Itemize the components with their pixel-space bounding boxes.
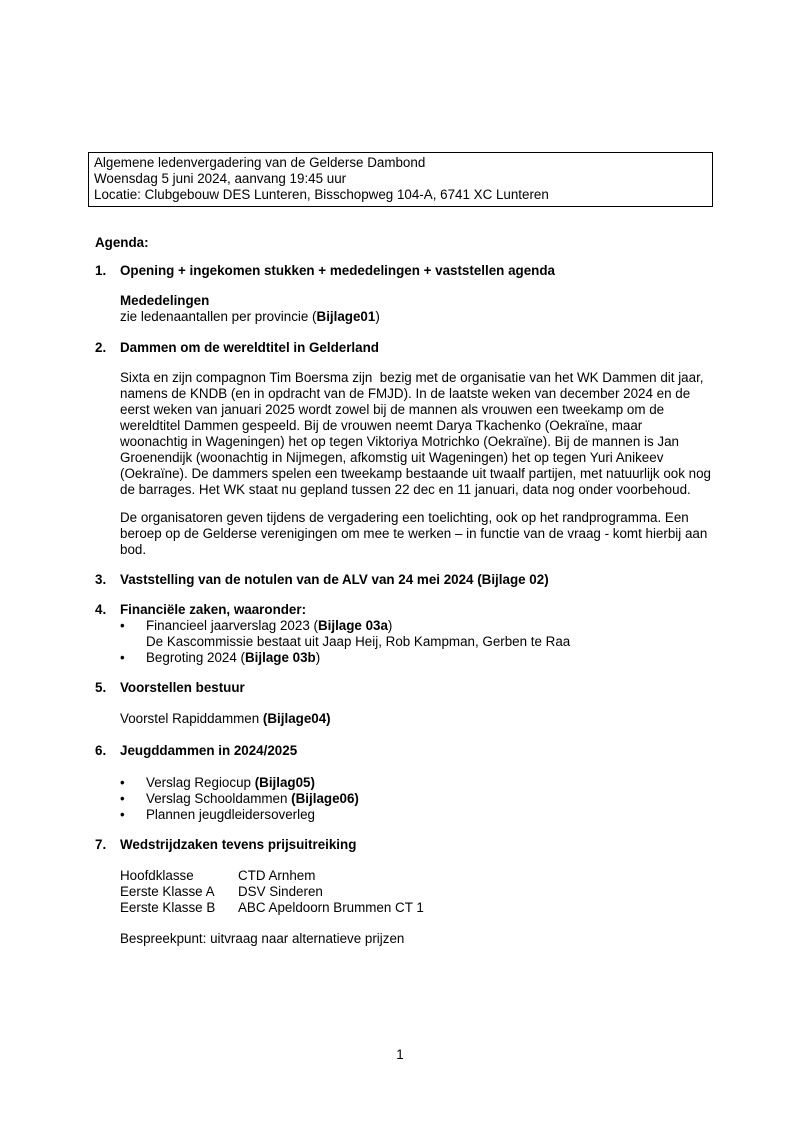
voorstel-rapiddammen-line — [120, 711, 713, 727]
agenda-item-7 — [95, 837, 713, 853]
klasse-winner: ABC Apeldoorn Brummen CT 1 — [238, 900, 424, 915]
bullet-icon: • — [120, 618, 125, 633]
page-number: 1 — [396, 1047, 404, 1062]
agenda-item-2-body — [120, 370, 713, 558]
bijlage03a-ref: Bijlage 03a — [317, 618, 388, 633]
agenda-item-6 — [95, 743, 713, 759]
mededelingen-note-prefix: zie ledenaantallen per provincie ( — [120, 309, 317, 324]
agenda-item-7-number: 7. — [95, 837, 107, 852]
meeting-title: Algemene ledenvergadering van de Gelderse Dambond — [94, 155, 426, 170]
begroting-prefix: Begroting 2024 ( — [146, 650, 246, 665]
bullet-icon: • — [120, 775, 125, 790]
plannen-jeugdleidersoverleg-bullet — [120, 807, 713, 823]
financieel-jaarverslag-bullet — [120, 618, 713, 634]
klasse-winner: CTD Arnhem — [238, 868, 316, 883]
meeting-header-box — [88, 152, 713, 207]
mededelingen-note — [120, 309, 713, 325]
plannen-jeugdleidersoverleg-text: Plannen jeugdleidersoverleg — [146, 807, 315, 822]
financieel-jaarverslag-prefix: Financieel jaarverslag 2023 ( — [146, 618, 318, 633]
verslag-regiocup-prefix: Verslag Regiocup — [146, 775, 255, 790]
agenda-item-1 — [95, 263, 713, 279]
bullet-icon: • — [120, 807, 125, 822]
voorstel-rapiddammen-text: Voorstel Rapiddammen — [120, 711, 263, 726]
verslag-schooldammen-text — [146, 791, 713, 807]
agenda-item-4-number: 4. — [95, 602, 107, 617]
bullet-icon: • — [120, 650, 125, 665]
agenda-item-1-number: 1. — [95, 263, 107, 278]
mededelingen-subheading: Mededelingen — [120, 293, 210, 308]
meeting-location: Locatie: Clubgebouw DES Lunteren, Bisschopweg 104-A, 6741 XC Lunteren — [94, 187, 549, 202]
agenda-item-6-number: 6. — [95, 743, 107, 758]
meeting-datetime: Woensdag 5 juni 2024, aanvang 19:45 uur — [94, 171, 347, 186]
kascommissie-line: De Kascommissie bestaat uit Jaap Heij, Rob Kampman, Gerben te Raa — [146, 634, 571, 649]
begroting-bullet — [120, 650, 713, 666]
document-content — [95, 152, 713, 947]
table-row — [120, 868, 713, 884]
bijlage04-ref: (Bijlage04) — [262, 711, 331, 726]
agenda-heading: Agenda: — [95, 235, 149, 250]
verslag-schooldammen-bullet — [120, 791, 713, 807]
klasse-winner: DSV Sinderen — [238, 884, 323, 899]
klasse-label: Hoofdklasse — [120, 868, 194, 883]
agenda-item-5-title: Voorstellen bestuur — [120, 680, 245, 695]
agenda-item-1-title: Opening + ingekomen stukken + mededelingen + vaststellen agenda — [120, 263, 555, 278]
wk-dammen-paragraph-1: Sixta en zijn compagnon Tim Boersma zijn bezig met de organisatie van het WK Dammen dit jaar, namens de KNDB (en in opdracht van de FMJD). In de laatste weken van december 2024 en de eerst weken van januari 2025 wordt zowel bij de mannen als vrouwen een tweekamp om de wereldtitel Dammen gespeeld. Bij de vrouwen neemt Darya Tkachenko (Oekraïne, maar woonachtig in Wageningen) het op tegen Viktoriya Motrichko (Oekraïne). Bij de mannen is Jan Groenendijk (woonachtig in Nijmegen, afkomstig uit Wageningen) het op tegen Yuri Anikeev (Oekraïne). De dammers spelen een tweekamp bestaande uit twaalf partijen, met natuurlijk ook nog de barrages. Het WK staat nu gepland tussen 22 dec en 11 januari, data nog onder voorbehoud. — [120, 370, 715, 497]
klasse-table — [95, 868, 713, 916]
agenda-item-6-title: Jeugddammen in 2024/2025 — [120, 743, 298, 758]
agenda-item-4 — [95, 602, 713, 618]
mededelingen-note-suffix: ) — [375, 309, 380, 324]
financieel-jaarverslag-suffix: ) — [387, 618, 393, 633]
bijlage03b-ref: Bijlage 03b — [245, 650, 316, 665]
table-row — [120, 900, 713, 916]
agenda-item-7-title: Wedstrijdzaken tevens prijsuitreiking — [120, 837, 357, 852]
financieel-jaarverslag-text — [146, 618, 713, 634]
verslag-regiocup-text — [146, 775, 713, 791]
bullet-icon: • — [120, 791, 125, 806]
agenda-item-1-body — [120, 293, 713, 325]
klasse-label: Eerste Klasse B — [120, 900, 216, 915]
agenda-item-2-title: Dammen om de wereldtitel in Gelderland — [120, 340, 379, 355]
agenda-item-2 — [95, 340, 713, 356]
agenda-item-3 — [95, 572, 713, 588]
bijlag05-ref: (Bijlag05) — [254, 775, 315, 790]
agenda-item-3-title: Vaststelling van de notulen van de ALV van 24 mei 2024 (Bijlage 02) — [120, 572, 549, 587]
agenda-item-2-number: 2. — [95, 340, 107, 355]
agenda-item-3-number: 3. — [95, 572, 107, 587]
wk-dammen-paragraph-2: De organisatoren geven tijdens de vergadering een toelichting, ook op het randprogramma. Een beroep op de Gelderse verenigingen om mee te werken – in functie van de vraag - komt hierbij aan bod. — [120, 510, 708, 557]
agenda-item-5-number: 5. — [95, 680, 107, 695]
begroting-text — [146, 650, 713, 666]
agenda-item-5 — [95, 680, 713, 696]
bespreekpunt-line: Bespreekpunt: uitvraag naar alternatieve prijzen — [120, 931, 405, 946]
bijlage01-ref: Bijlage01 — [316, 309, 376, 324]
agenda-item-4-title: Financiële zaken, waaronder: — [120, 602, 307, 617]
verslag-schooldammen-prefix: Verslag Schooldammen — [146, 791, 292, 806]
table-row — [120, 884, 713, 900]
begroting-suffix: ) — [315, 650, 321, 665]
bijlage06-ref: (Bijlage06) — [291, 791, 359, 806]
klasse-label: Eerste Klasse A — [120, 884, 215, 899]
verslag-regiocup-bullet — [120, 775, 713, 791]
